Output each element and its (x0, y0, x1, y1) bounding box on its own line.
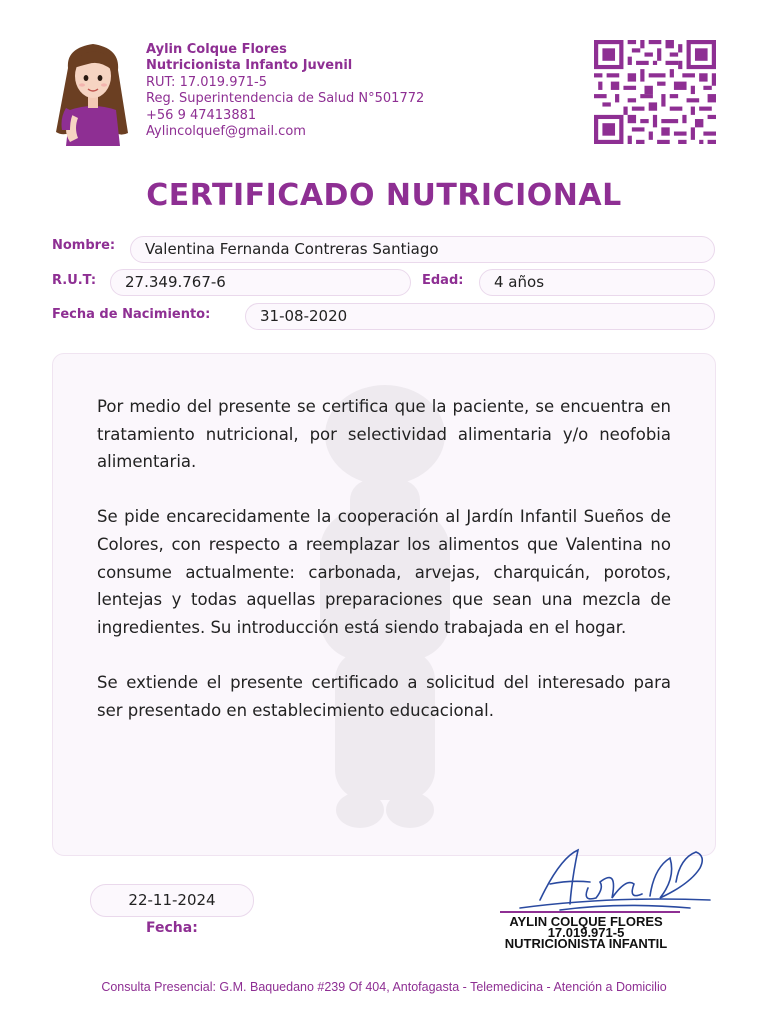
signer-rut: 17.019.971-5 (547, 925, 625, 940)
signer-title: NUTRICIONISTA INFANTIL (504, 936, 668, 951)
issue-date-field: 22-11-2024 (90, 884, 254, 917)
rut-label: R.U.T: (52, 273, 97, 288)
edad-label: Edad: (422, 273, 464, 288)
rut-field: 27.349.767-6 (110, 269, 411, 296)
body-paragraph-2: Se pide encarecidamente la cooperación al Jardín Infantil Sueños de Colores, con respecto a reemplazar los alimentos que Valentina no consume actualmente: carbonada, arvejas, charquicán, porotos, lentejas y todas aquellas preparaciones que sean una mezcla de ingredientes. Su introducción está siendo trabajada en el hogar. (97, 507, 671, 637)
edad-field: 4 años (479, 269, 715, 296)
nombre-field: Valentina Fernanda Contreras Santiago (130, 236, 715, 263)
handwritten-signature (500, 838, 720, 918)
nutritionist-registry: Reg. Superintendencia de Salud N°501772 (146, 91, 425, 107)
nutritionist-rut: RUT: 17.019.971-5 (146, 74, 267, 90)
nutritionist-name: Aylin Colque Flores (146, 42, 287, 57)
certificate-text (97, 393, 671, 752)
fecha-nacimiento-label: Fecha de Nacimiento: (52, 307, 211, 322)
footer-contact: Consulta Presencial: G.M. Baquedano #239 Of 404, Antofagasta - Telemedicina - Atención a Domicilio (101, 980, 667, 994)
body-paragraph-3: Se extiende el presente certificado a solicitud del interesado para ser presentado en establecimiento educacional. (97, 672, 671, 720)
fecha-nacimiento-field: 31-08-2020 (245, 303, 715, 330)
document-title: CERTIFICADO NUTRICIONAL (146, 178, 622, 213)
nutritionist-contact-block (146, 42, 424, 140)
signer-name: AYLIN COLQUE FLORES (509, 914, 663, 929)
signature-line (500, 911, 680, 913)
nutritionist-avatar (48, 38, 138, 148)
nutritionist-role: Nutricionista Infanto Juvenil (146, 58, 353, 74)
nutritionist-email: Aylincolquef@gmail.com (146, 124, 306, 140)
signature-block (468, 916, 704, 949)
nombre-label: Nombre: (52, 238, 116, 253)
body-paragraph-1: Por medio del presente se certifica que la paciente, se encuentra en tratamiento nutricional, por selectividad alimentaria y/o neofobia alimentaria. (97, 397, 671, 472)
nutritionist-phone: +56 9 47413881 (146, 107, 257, 123)
qr-code-icon (594, 40, 716, 144)
issue-date-label: Fecha: (146, 920, 198, 936)
